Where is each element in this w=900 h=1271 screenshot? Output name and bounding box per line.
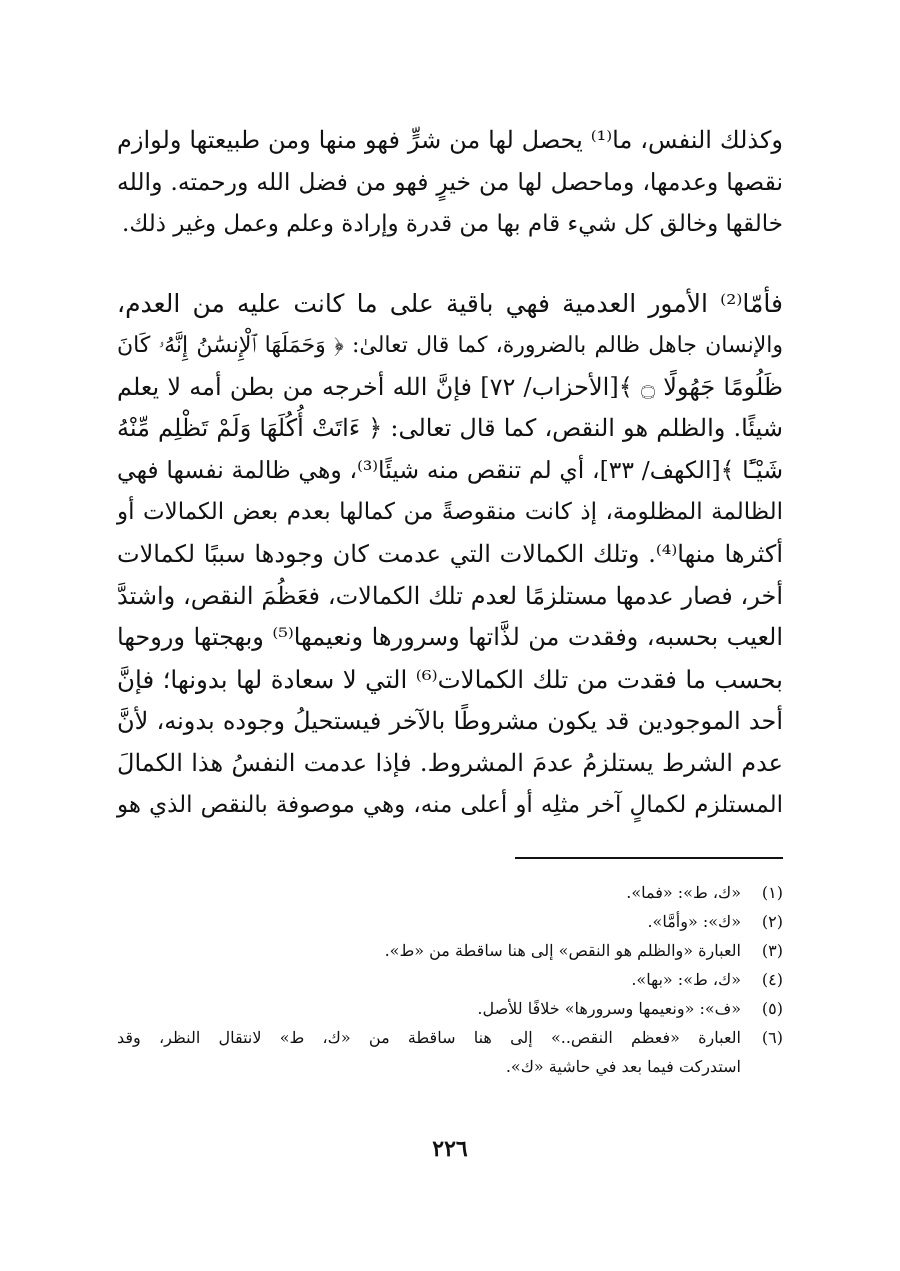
footnote-line: العبارة «والظلم هو النقص» إلى هنا ساقطة من «ط». (384, 941, 741, 960)
footnote-line: «ف»: «ونعيمها وسرورها» خلافًا للأصل. (477, 999, 741, 1018)
footnote-3 (117, 936, 783, 965)
footnote-2 (117, 907, 783, 936)
footnote-divider (515, 857, 783, 859)
footnote-line: العبارة «فعظم النقص..» إلى هنا ساقطة من «ك، ط» لانتقال النظر، وقد (117, 1028, 741, 1047)
footnote-number: (١) (761, 883, 783, 902)
page-number: ٢٢٦ (432, 1136, 468, 1162)
text-line: فأمّا⁽²⁾ الأمور العدمية فهي باقية على ما كانت عليه من العدم، (117, 289, 783, 318)
footnote-1 (117, 878, 783, 907)
text-line: خالقها وخالق كل شيء قام بها من قدرة وإرادة وعلم وعمل وغير ذلك. (122, 210, 783, 237)
text-line: أخر، فصار عدمها مستلزمًا لعدم تلك الكمالات، فعَظُمَ النقص، واشتدَّ (117, 581, 783, 610)
footnote-4 (117, 965, 783, 994)
footnote-number: (٢) (761, 912, 783, 931)
footnote-number: (٦) (761, 1028, 783, 1047)
text-line: نقصها وعدمها، وماحصل لها من خيرٍ فهو من فضل الله ورحمته. والله (117, 167, 783, 196)
footnote-text (117, 994, 741, 1023)
footnote-text (117, 907, 741, 936)
text-line: العيب بحسبه، وفقدت من لذَّاتها وسرورها ونعيمها⁽⁵⁾ وبهجتها وروحها (117, 623, 783, 652)
text-line: شَيْـًٔا ﴾[الكهف/ ٣٣]، أي لم تنقص منه شيئًا⁽³⁾، وهي ظالمة نفسها فهي (117, 456, 784, 485)
paragraph-1 (117, 120, 783, 245)
footnote-text (117, 878, 741, 907)
footnote-number: (٥) (761, 999, 783, 1018)
footnote-line: «ك، ط»: «بها». (631, 970, 741, 989)
footnote-line: «ك، ط»: «فما». (626, 883, 741, 902)
text-line: والإنسان جاهل ظالم بالضرورة، كما قال تعالىٰ: ﴿ وَحَمَلَهَا ٱلْإِنسَٰنُ إِنَّهُۥ كَانَ (117, 332, 783, 358)
footnotes (117, 878, 783, 1081)
text-line: بحسب ما فقدت من تلك الكمالات⁽⁶⁾ التي لا سعادة لها بدونها؛ فإنَّ (117, 665, 783, 695)
footnote-5 (117, 994, 783, 1023)
text-line: وكذلك النفس، ما⁽¹⁾ يحصل لها من شرٍّ فهو منها ومن طبيعتها ولوازم (117, 126, 784, 154)
footnote-number: (٣) (761, 941, 783, 960)
text-line: شيئًا. والظلم هو النقص، كما قال تعالى: ﴿ ءَاتَتْ أُكُلَهَا وَلَمْ تَظْلِم مِّنْهُ (117, 414, 783, 443)
footnote-text (117, 965, 741, 994)
footnote-line: استدركت فيما بعد في حاشية «ك». (505, 1057, 741, 1076)
text-line: ظَلُومًا جَهُولًا ۝ ﴾[الأحزاب/ ٧٢] فإنَّ الله أخرجه من بطن أمه لا يعلم (117, 372, 783, 401)
text-line: المستلزم لكمالٍ آخر مثلِه أو أعلى منه، وهي موصوفة بالنقص الذي هو (117, 791, 783, 818)
footnote-6 (117, 1023, 783, 1081)
footnote-text (117, 936, 741, 965)
footnote-number: (٤) (761, 970, 783, 989)
text-line: أحد الموجودين قد يكون مشروطًا بالآخر فيستحيلُ وجوده بدونه، لأنَّ (117, 706, 783, 735)
text-line: الظالمة المظلومة، إذ كانت منقوصةً من كمالها بعدم بعض الكمالات أو (117, 498, 783, 525)
footnote-text (117, 1023, 741, 1081)
footnote-line: «ك»: «وأمَّا». (647, 912, 741, 931)
text-line: عدم الشرط يستلزمُ عدمَ المشروط. فإذا عدمت النفسُ هذا الكمالَ (117, 748, 783, 777)
paragraph-2 (117, 283, 783, 826)
text-line: أكثرها منها⁽⁴⁾. وتلك الكمالات التي عدمت كان وجودها سببًا لكمالات (117, 539, 783, 568)
